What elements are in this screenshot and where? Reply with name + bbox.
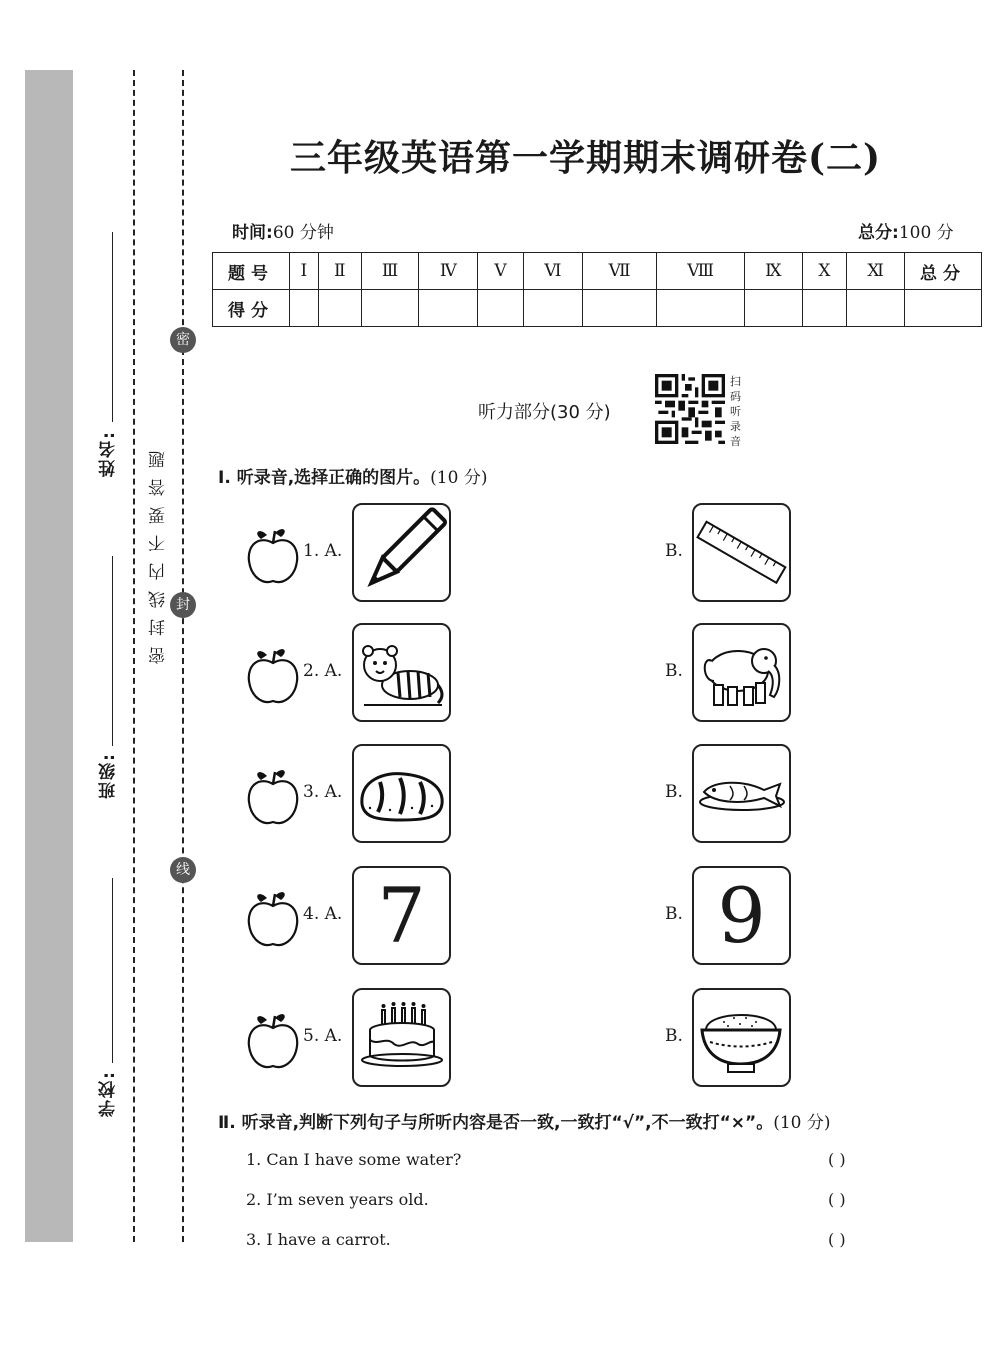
- listening-section-title: 听力部分(30 分): [478, 402, 611, 423]
- total-info: [858, 218, 954, 243]
- score-cell[interactable]: [802, 290, 847, 327]
- school-label: 学校:: [99, 1070, 119, 1117]
- fish-dish-icon: [694, 746, 789, 841]
- question-1-b-label: B.: [665, 541, 683, 561]
- part2-heading: [218, 1108, 831, 1133]
- score-cell[interactable]: [290, 290, 319, 327]
- score-cell[interactable]: [583, 290, 657, 327]
- judge-item-text: 2. I’m seven years old.: [246, 1190, 429, 1209]
- col-9: Ⅸ: [745, 253, 802, 290]
- score-cell[interactable]: [419, 290, 478, 327]
- digit-seven: 7: [377, 871, 426, 960]
- score-cell[interactable]: [478, 290, 523, 327]
- question-row-1: [0, 503, 1000, 603]
- part1-heading-text: Ⅰ. 听录音,选择正确的图片。: [218, 468, 431, 488]
- question-1-label: 1. A.: [303, 541, 343, 561]
- answer-parentheses[interactable]: ( ): [828, 1190, 846, 1209]
- birthday-cake-icon: [354, 990, 449, 1085]
- time-value: 60 分钟: [272, 223, 334, 243]
- total-value: 100 分: [898, 223, 954, 243]
- seal-notice: 密封线内不要答题: [149, 440, 169, 664]
- question-4-b-label: B.: [665, 904, 683, 924]
- judge-item-1: [246, 1150, 916, 1169]
- apple-answer-icon[interactable]: [245, 1010, 301, 1072]
- score-cell[interactable]: [361, 290, 418, 327]
- class-label: 班级:: [99, 752, 119, 799]
- question-5-b-label: B.: [665, 1026, 683, 1046]
- col-3: Ⅲ: [361, 253, 418, 290]
- col-4: Ⅳ: [419, 253, 478, 290]
- part1-heading: [218, 463, 487, 488]
- col-5: Ⅴ: [478, 253, 523, 290]
- answer-parentheses[interactable]: ( ): [828, 1230, 846, 1249]
- question-4-label: 4. A.: [303, 904, 343, 924]
- option-3a[interactable]: [352, 744, 451, 843]
- total-head: 总分: [905, 253, 982, 290]
- apple-answer-icon[interactable]: [245, 645, 301, 707]
- question-row-2: [0, 623, 1000, 723]
- rice-bowl-icon: [694, 990, 789, 1085]
- col-7: Ⅶ: [583, 253, 657, 290]
- option-3b[interactable]: [692, 744, 791, 843]
- time-label: 时间:: [232, 223, 273, 243]
- seal-feng: 封: [170, 592, 196, 618]
- apple-answer-icon[interactable]: [245, 766, 301, 828]
- judge-item-3: [246, 1230, 916, 1249]
- judge-item-text: 1. Can I have some water?: [246, 1150, 462, 1169]
- digit-nine: 9: [717, 871, 766, 960]
- ruler-icon: [694, 505, 789, 600]
- option-4b[interactable]: [692, 866, 791, 965]
- score-table: [212, 252, 982, 327]
- apple-answer-icon[interactable]: [245, 525, 301, 587]
- option-5b[interactable]: [692, 988, 791, 1087]
- total-label: 总分:: [858, 223, 899, 243]
- score-cell[interactable]: [318, 290, 361, 327]
- question-row-5: [0, 988, 1000, 1088]
- score-table-header-row: [213, 253, 982, 290]
- part1-points: (10 分): [430, 468, 488, 488]
- option-4a[interactable]: [352, 866, 451, 965]
- option-2a[interactable]: [352, 623, 451, 722]
- option-1b[interactable]: [692, 503, 791, 602]
- score-cell[interactable]: [523, 290, 583, 327]
- scan-to-listen-text: 扫码听录音: [730, 375, 741, 448]
- part2-heading-text: Ⅱ. 听录音,判断下列句子与所听内容是否一致,一致打“√”,不一致打“×”。: [218, 1113, 774, 1133]
- col-6: Ⅵ: [523, 253, 583, 290]
- time-info: [232, 218, 334, 243]
- col-11: Ⅺ: [847, 253, 905, 290]
- question-number-head: 题号: [213, 253, 290, 290]
- pencil-icon: [354, 505, 449, 600]
- col-8: Ⅷ: [657, 253, 745, 290]
- question-row-3: [0, 744, 1000, 844]
- tiger-icon: [354, 625, 449, 720]
- question-5-label: 5. A.: [303, 1026, 343, 1046]
- score-cell[interactable]: [657, 290, 745, 327]
- option-1a[interactable]: [352, 503, 451, 602]
- qr-code-icon[interactable]: [655, 374, 725, 444]
- page-title: 三年级英语第一学期期末调研卷(二): [290, 137, 882, 179]
- elephant-icon: [694, 625, 789, 720]
- col-10: Ⅹ: [802, 253, 847, 290]
- part2-points: (10 分): [773, 1113, 831, 1133]
- score-head: 得分: [213, 290, 290, 327]
- bread-icon: [354, 746, 449, 841]
- question-3-label: 3. A.: [303, 782, 343, 802]
- score-table-score-row: [213, 290, 982, 327]
- seal-xian: 线: [170, 857, 196, 883]
- question-row-4: [0, 866, 1000, 966]
- name-label: 姓名:: [99, 430, 119, 477]
- judge-item-2: [246, 1190, 916, 1209]
- judge-item-text: 3. I have a carrot.: [246, 1230, 391, 1249]
- name-blank[interactable]: [112, 232, 113, 422]
- score-cell[interactable]: [745, 290, 802, 327]
- seal-mi: 密: [170, 327, 196, 353]
- col-2: Ⅱ: [318, 253, 361, 290]
- answer-parentheses[interactable]: ( ): [828, 1150, 846, 1169]
- col-1: Ⅰ: [290, 253, 319, 290]
- question-3-b-label: B.: [665, 782, 683, 802]
- option-2b[interactable]: [692, 623, 791, 722]
- apple-answer-icon[interactable]: [245, 888, 301, 950]
- score-cell-total[interactable]: [905, 290, 982, 327]
- score-cell[interactable]: [847, 290, 905, 327]
- question-2-label: 2. A.: [303, 661, 343, 681]
- question-2-b-label: B.: [665, 661, 683, 681]
- option-5a[interactable]: [352, 988, 451, 1087]
